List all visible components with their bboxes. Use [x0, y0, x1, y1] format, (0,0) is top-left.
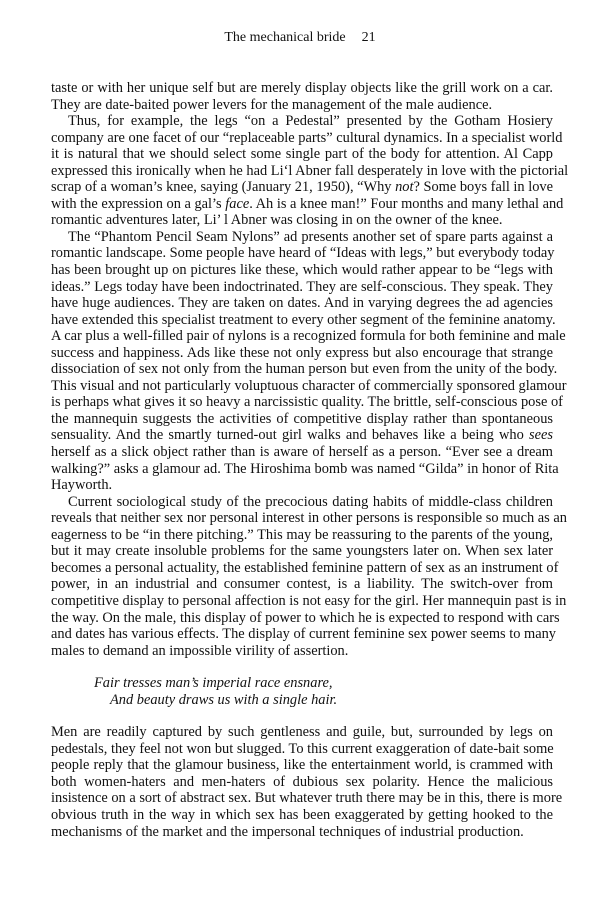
- text-line: but it may create insoluble problems for the same youngsters later on. When sex later: [51, 543, 553, 560]
- text-line: the way. On the male, this display of power to which he is expected to respond with cars: [51, 609, 560, 626]
- text-line: becomes a personal actuality, the established feminine pattern of sex as an instrument of: [51, 559, 559, 576]
- text-line: Men are readily captured by such gentleness and guile, but, surrounded by legs on: [51, 724, 553, 741]
- text-line: romantic landscape. Some people have heard of “Ideas with legs,” but everybody today: [51, 245, 555, 262]
- running-header: [0, 30, 600, 46]
- final-paragraph: [51, 724, 563, 840]
- text-line: reveals that neither sex nor personal interest in other persons is responsible so much as an: [51, 510, 567, 527]
- paragraph: [51, 80, 553, 113]
- body-paragraphs: [51, 80, 569, 659]
- text-line: it is natural that we should select some single part of the body for attention. Al Capp: [51, 146, 553, 163]
- text-line: Hayworth.: [51, 477, 113, 494]
- text-line: both women-haters and men-haters of dubious sex polarity. Hence the malicious: [51, 773, 553, 790]
- page-number: 21: [361, 30, 376, 45]
- text-line: scrap of a woman’s knee, saying (January 21, 1950), “Why not? Some boys fall in love: [51, 179, 553, 196]
- text-line: Current sociological study of the precocious dating habits of middle-class children: [68, 493, 553, 510]
- text-line: Thus, for example, the legs “on a Pedestal” presented by the Gotham Hosiery: [68, 113, 553, 130]
- text-line: have huge audiences. They are taken on dates. And in varying degrees the ad agencies: [51, 295, 553, 312]
- text-line: has been brought up on pictures like these, which would rather appear to be “legs with: [51, 262, 553, 279]
- paragraph: [51, 228, 567, 494]
- verse-quote: [51, 675, 553, 708]
- verse-line: And beauty draws us with a single hair.: [110, 691, 338, 708]
- text-line: males to demand an impossible virility of assertion.: [51, 642, 349, 659]
- emphasis: sees: [529, 427, 553, 444]
- text-line: romantic adventures later, Li’ l Abner was closing in on the owner of the knee.: [51, 212, 503, 229]
- text-line: herself as a slick object rather than is aware of herself as a person. “Ever see a dream: [51, 444, 553, 461]
- text-line: obvious truth in the way in which sex has been exaggerated by getting hooked to the: [51, 806, 553, 823]
- text-line: This visual and not particularly voluptuous character of commercially sponsored glamour: [51, 377, 567, 394]
- paragraph: [51, 724, 563, 840]
- text-line: expressed this ironically when he had Li‘l Abner fall desperately in love with the pictorial: [51, 162, 569, 179]
- text-line: sensuality. And the smartly turned-out girl walks and behaves like a being who sees: [51, 427, 553, 444]
- text-line: They are date-baited power levers for the management of the male audience.: [51, 96, 493, 113]
- text-line: company are one facet of our “replaceable parts” cultural dynamics. In a specialist world: [51, 129, 563, 146]
- text-line: is perhaps what gives it so heavy a narcissistic quality. The brittle, self-conscious pose of: [51, 394, 563, 411]
- text-line: eagerness to be “in there pitching.” This may be reassuring to the parents of the young,: [51, 526, 553, 543]
- emphasis: not: [395, 179, 414, 196]
- text-line: The “Phantom Pencil Seam Nylons” ad presents another set of spare parts against a: [68, 228, 553, 245]
- text-line: have extended this specialist treatment to every other segment of the feminine anatomy.: [51, 311, 556, 328]
- running-title: The mechanical bride: [224, 30, 346, 45]
- text-line: success and happiness. Ads like these not only express but also encourage that strange: [51, 344, 553, 361]
- text-line: mechanisms of the market and the impersonal techniques of industrial production.: [51, 823, 524, 840]
- text-line: walking?” asks a glamour ad. The Hiroshima bomb was named “Gilda” in honor of Rita: [51, 460, 559, 477]
- paragraph: [51, 113, 569, 229]
- text-line: people reply that the glamour business, like the entertainment world, is crammed with: [51, 757, 553, 774]
- verse-line: Fair tresses man’s imperial race ensnare,: [94, 675, 333, 692]
- text-line: and dates has various effects. The display of current feminine sex power seems to many: [51, 626, 556, 643]
- text-line: competitive display to personal affection is not easy for the girl. Her mannequin past is in: [51, 592, 567, 609]
- text-line: A car plus a well-filled pair of nylons is a recognized formula for both feminine and male: [51, 328, 566, 345]
- text-line: insistence on a sort of abstract sex. But whatever truth there may be in this, there is more: [51, 790, 563, 807]
- text-line: pedestals, they feel not won but slugged. To this current exaggeration of date-bait some: [51, 740, 554, 757]
- paragraph: [51, 493, 567, 659]
- text-line: dissociation of sex not only from the human person but even from the unity of the body.: [51, 361, 558, 378]
- text-line: taste or with her unique self but are merely display objects like the grill work on a car.: [51, 80, 553, 96]
- text-line: power, in an industrial and consumer contest, is a liability. The switch-over from: [51, 576, 553, 593]
- text-line: ideas.” Legs today have been indoctrinated. They are self-conscious. They speak. They: [51, 278, 553, 295]
- text-line: the mannequin suggests the activities of competitive display rather than spontaneous: [51, 410, 553, 427]
- text-line: with the expression on a gal’s face. Ah is a knee man!” Four months and many lethal and: [51, 195, 564, 212]
- page-body: [51, 80, 569, 840]
- emphasis: face: [225, 195, 250, 212]
